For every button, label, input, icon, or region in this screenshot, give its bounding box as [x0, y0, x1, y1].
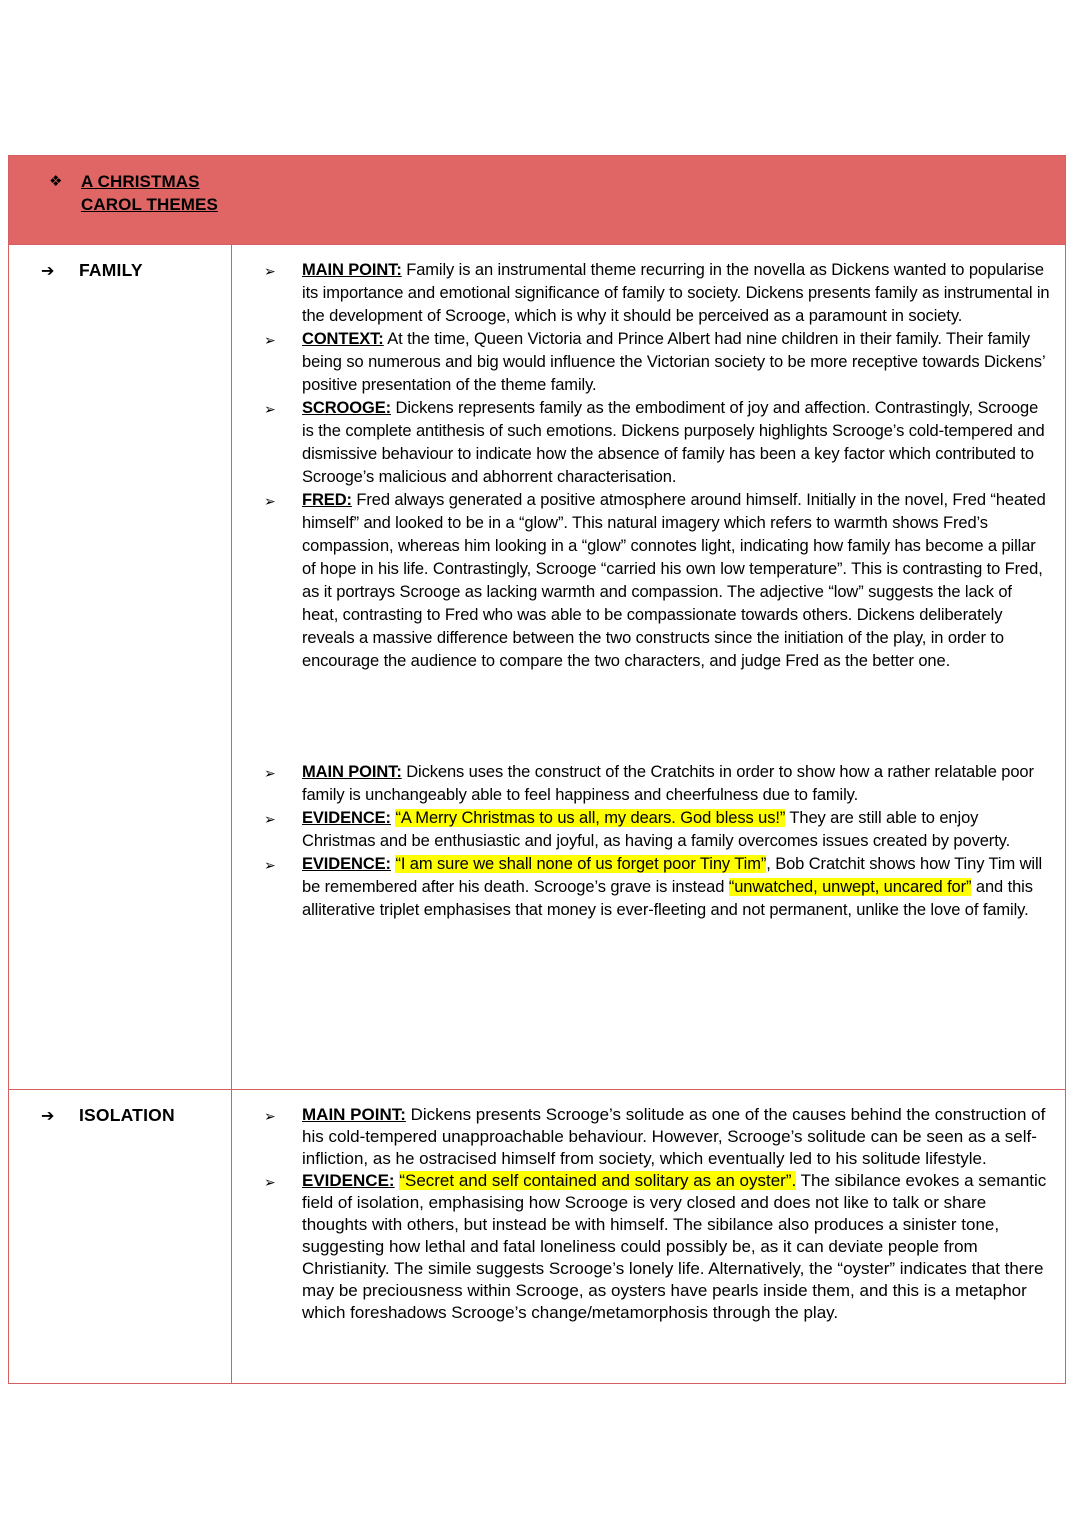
arrowhead-bullet-icon: ➢: [264, 402, 276, 418]
content-cell-isolation: [232, 1090, 1065, 1383]
bullet-text: MAIN POINT: Dickens presents Scrooge’s solitude as one of the causes behind the construction of his cold-tempered unapproachable behaviour. However, Scrooge’s solitude can be seen as a self-infliction, as he ostracised himself from society, which eventually led to his solitude lifestyle.: [302, 1105, 1046, 1168]
arrowhead-bullet-icon: ➢: [264, 812, 276, 828]
bullet-text: EVIDENCE: “Secret and self contained and solitary as an oyster”. The sibilance evokes a semantic field of isolation, emphasising how Scrooge is very closed and does not like to talk or share thoughts with others, but instead be with himself. The sibilance also produces a sinister tone, suggesting how lethal and fatal loneliness could possibly be, as it can deviate people from Christianity. The simile suggests Scrooge’s lonely life. Alternatively, the “oyster” indicates that there may be preciousness within Scrooge, as oysters have pearls inside them, and this is a metaphor which foreshadows Scrooge’s change/metamorphosis through the play.: [302, 1171, 1047, 1322]
content-cell-family: [232, 245, 1065, 1089]
themes-table: [8, 155, 1066, 1384]
bullet-text: FRED: Fred always generated a positive atmosphere around himself. Initially in the novel, Fred “heated himself” and looked to be in a “glow”. This natural imagery which refers to warmth shows Fred’s compassion, whereas him looking in a “glow” connotes light, indicating how family has become a pillar of hope in his life. Contrastingly, Scrooge “carried his own low temperature”. This is contrasting to Fred, as it portrays Scrooge as lacking warmth and compassion. The adjective “low” suggests the lack of heat, contrasting to Fred who was able to be compassionate towards others. Dickens deliberately reveals a massive difference between the two constructs since the initiation of the play, in order to encourage the audience to compare the two characters, and judge Fred as the better one.: [302, 491, 1046, 670]
arrowhead-bullet-icon: ➢: [264, 494, 276, 510]
paragraph-gap: [264, 673, 1051, 761]
theme-cell-family: [9, 245, 232, 1089]
table-title: A CHRISTMAS CAROL THEMES: [81, 172, 218, 214]
theme-label-isolation: ISOLATION: [79, 1105, 175, 1125]
bullet-item: [264, 1104, 1051, 1170]
bullet-item: [264, 1170, 1051, 1324]
arrow-bullet-icon: ➔: [41, 1106, 55, 1125]
arrowhead-bullet-icon: ➢: [264, 264, 276, 280]
bullet-text: CONTEXT: At the time, Queen Victoria and Prince Albert had nine children in their family. Their family being so numerous and big would influence the Victorian society to be more receptive towards Dickens’ positive presentation of the theme family.: [302, 330, 1045, 394]
bullet-item: [264, 489, 1051, 673]
bullet-text: MAIN POINT: Dickens uses the construct of the Cratchits in order to show how a rather relatable poor family is unchangeably able to feel happiness and cheerfulness due to family.: [302, 763, 1034, 804]
bullet-item: [264, 807, 1051, 853]
diamond-bullet-icon: ❖: [49, 172, 63, 190]
bullet-group: [264, 259, 1051, 673]
bullet-text: EVIDENCE: “I am sure we shall none of us forget poor Tiny Tim”, Bob Cratchit shows how Tiny Tim will be remembered after his death. Scrooge’s grave is instead “unwatched, unwept, uncared for” and this alliterative triplet emphasises that money is ever-fleeting and not permanent, unlike the love of family.: [302, 855, 1043, 919]
table-row-family: [9, 244, 1065, 1089]
table-row-isolation: [9, 1089, 1065, 1383]
arrow-bullet-icon: ➔: [41, 261, 55, 280]
arrowhead-bullet-icon: ➢: [264, 333, 276, 349]
bullet-group: [264, 1104, 1051, 1324]
arrowhead-bullet-icon: ➢: [264, 766, 276, 782]
theme-label-family: FAMILY: [79, 260, 143, 280]
bullet-item: [264, 259, 1051, 328]
bullet-item: [264, 853, 1051, 922]
bullet-group: [264, 761, 1051, 922]
arrowhead-bullet-icon: ➢: [264, 1109, 276, 1125]
bullet-text: SCROOGE: Dickens represents family as the embodiment of joy and affection. Contrastingly, Scrooge is the complete antithesis of such emotions. Dickens purposely highlights Scrooge’s cold-tempered and dismissive behaviour to indicate how the absence of family has been a key factor which contributed to Scrooge’s malicious and abhorrent characterisation.: [302, 399, 1045, 486]
arrowhead-bullet-icon: ➢: [264, 1175, 276, 1191]
bullet-item: [264, 761, 1051, 807]
table-header-row: [9, 156, 1065, 244]
bullet-item: [264, 328, 1051, 397]
arrowhead-bullet-icon: ➢: [264, 858, 276, 874]
theme-cell-isolation: [9, 1090, 232, 1383]
bullet-item: [264, 397, 1051, 489]
bullet-text: EVIDENCE: “A Merry Christmas to us all, my dears. God bless us!” They are still able to enjoy Christmas and be enthusiastic and joyful, as having a family overcomes issues created by poverty.: [302, 809, 1011, 850]
bullet-text: MAIN POINT: Family is an instrumental theme recurring in the novella as Dickens wanted to popularise its importance and emotional significance of family to society. Dickens presents family as instrumental in the development of Scrooge, which is why it should be perceived as a paramount in society.: [302, 261, 1050, 325]
